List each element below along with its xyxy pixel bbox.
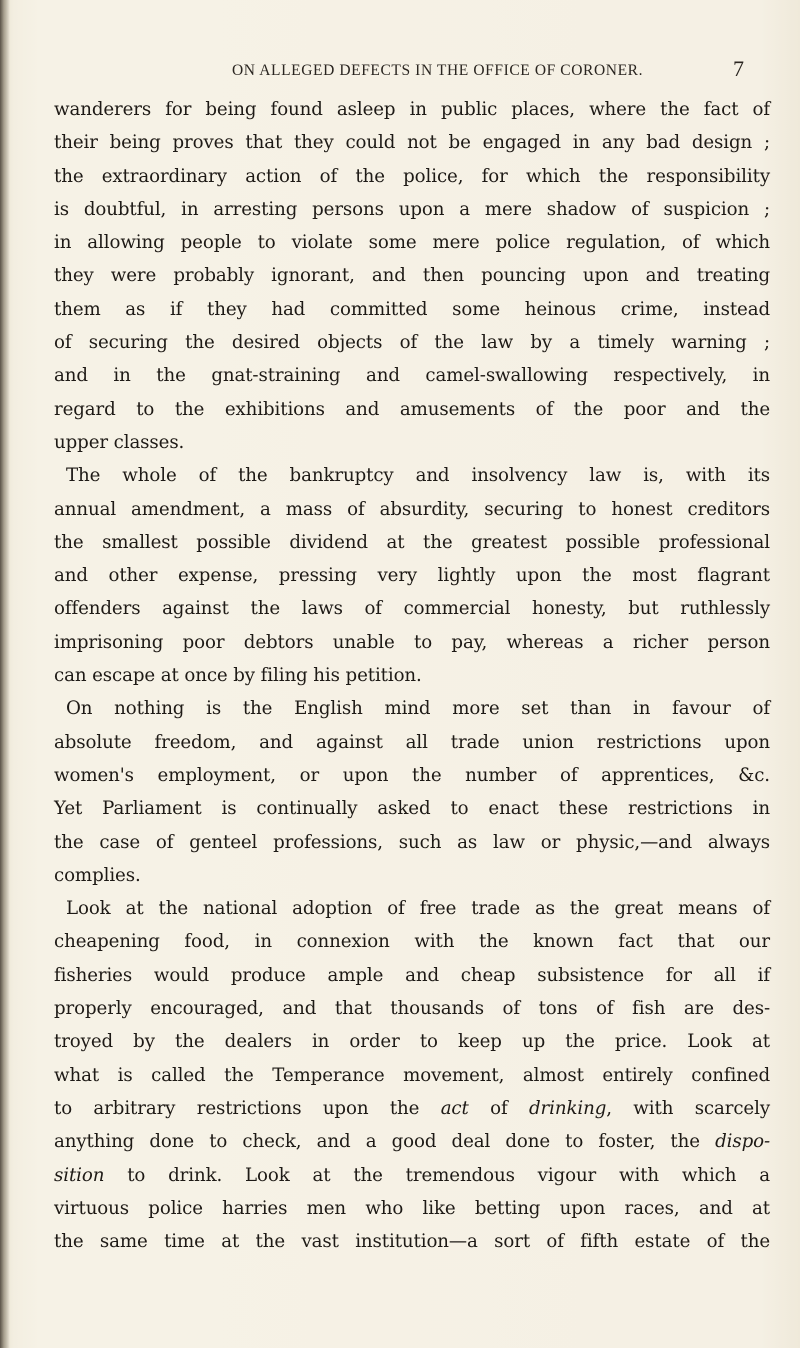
text-line: them as if they had committed some heinous crime, instead (54, 298, 770, 320)
text-segment: anything done to check, and a good deal done to foster, the (54, 1131, 700, 1153)
page-number: 7 (733, 56, 744, 81)
text-line: fisheries would produce ample and cheap subsistence for all if (54, 964, 770, 986)
text-line: imprisoning poor debtors unable to pay, whereas a richer person (54, 631, 770, 653)
text-line (54, 1092, 770, 1125)
paragraph-start-line: Look at the national adoption of free trade as the great means of (66, 898, 770, 920)
text-segment: to drink. Look at the tremendous vigour with which a (104, 1164, 770, 1186)
text-line: can escape at once by filing his petition. (54, 665, 422, 687)
text-line: is doubtful, in arresting persons upon a mere shadow of suspicion ; (54, 198, 770, 220)
text-line: the extraordinary action of the police, for which the responsibility (54, 165, 770, 187)
text-line: virtuous police harries men who like betting upon races, and at (54, 1197, 770, 1219)
text-line (54, 1159, 770, 1192)
text-line: absolute freedom, and against all trade union restrictions upon (54, 731, 770, 753)
text-line: cheapening food, in connexion with the known fact that our (54, 931, 770, 953)
text-line: wanderers for being found asleep in public places, where the fact of (54, 99, 770, 120)
text-segment: of (468, 1097, 529, 1119)
binding-shadow (0, 0, 10, 1348)
italic-term-act: act (440, 1097, 469, 1119)
text-line: upper classes. (54, 431, 185, 453)
text-line: offenders against the laws of commercial honesty, but ruthlessly (54, 598, 770, 620)
text-line: properly encouraged, and that thousands of tons of fish are des- (54, 998, 770, 1020)
text-line: the smallest possible dividend at the greatest possible professional (54, 531, 770, 553)
text-line: they were probably ignorant, and then pouncing upon and treating (54, 265, 770, 287)
italic-term-dispo: dispo- (715, 1131, 771, 1153)
paragraph-start-line: On nothing is the English mind more set than in favour of (66, 698, 770, 720)
text-line: Yet Parliament is continually asked to enact these restrictions in (54, 798, 770, 820)
text-line: annual amendment, a mass of absurdity, securing to honest creditors (54, 498, 770, 520)
paragraph-start-line: The whole of the bankruptcy and insolvency law is, with its (66, 465, 770, 487)
text-line: and other expense, pressing very lightly upon the most flagrant (54, 565, 770, 587)
text-line: women's employment, or upon the number of apprentices, &c. (54, 764, 770, 786)
italic-term-drinking: drinking (528, 1097, 607, 1119)
italic-term-sition: sition (54, 1164, 105, 1186)
text-line: what is called the Temperance movement, almost entirely confined (54, 1064, 770, 1086)
text-line: complies. (54, 864, 141, 886)
body-text (54, 93, 770, 1258)
text-line (54, 1125, 770, 1158)
running-head: ON ALLEGED DEFECTS IN THE OFFICE OF CORONER. (232, 62, 644, 79)
text-segment: , with scarcely (606, 1097, 770, 1119)
text-line: and in the gnat-straining and camel-swallowing respectively, in (54, 365, 770, 387)
text-line: the same time at the vast institution—a sort of fifth estate of the (54, 1231, 770, 1253)
text-line: regard to the exhibitions and amusements of the poor and the (54, 398, 770, 420)
text-segment: to arbitrary restrictions upon the (54, 1097, 441, 1119)
text-line: of securing the desired objects of the law by a timely warning ; (54, 332, 770, 354)
text-line: their being proves that they could not be engaged in any bad design ; (54, 132, 770, 154)
text-line: troyed by the dealers in order to keep up the price. Look at (54, 1031, 770, 1053)
text-line: in allowing people to violate some mere police regulation, of which (54, 232, 770, 254)
text-line: the case of genteel professions, such as law or physic,—and always (54, 831, 770, 853)
